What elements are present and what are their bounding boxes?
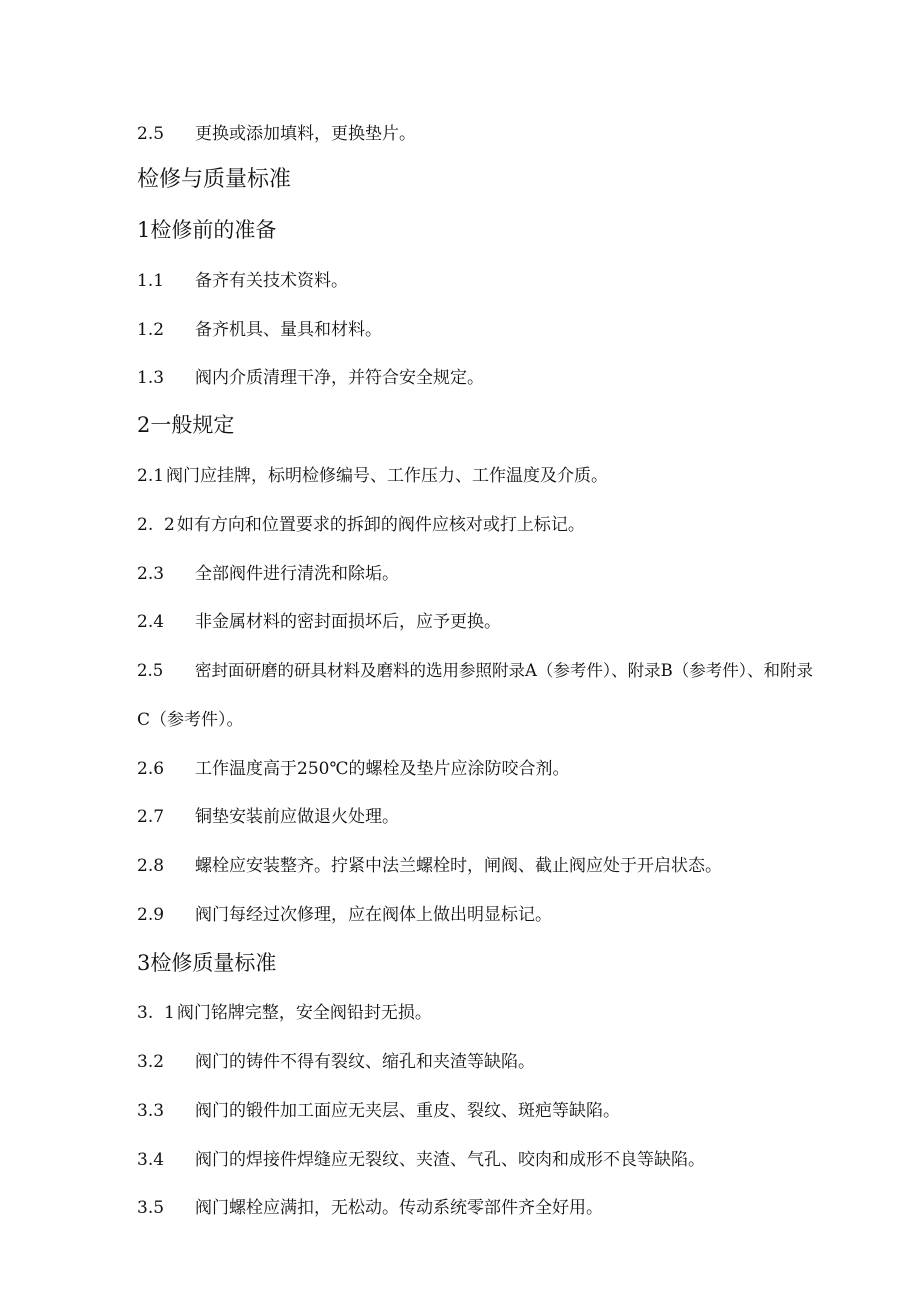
item-number: 3.4 — [137, 1150, 165, 1170]
item-text: C（参考件）。 — [137, 710, 244, 730]
list-item — [137, 757, 569, 781]
item-number: 2.5 — [137, 661, 164, 680]
item-text: 铜垫安装前应做退火处理。 — [195, 807, 399, 827]
item-number: 2.5 — [137, 124, 165, 144]
item-number: 2. 2 — [137, 515, 175, 535]
item-text: 工作温度高于250℃的螺栓及垫片应涂防咬合剂。 — [195, 759, 570, 779]
list-item — [137, 318, 382, 342]
item-text: 阀门铭牌完整，安全阀铅封无损。 — [176, 1003, 432, 1023]
item-text: 非金属材料的密封面损坏后，应予更换。 — [195, 612, 501, 632]
item-text: 阀门螺栓应满扣，无松动。传动系统零部件齐全好用。 — [195, 1198, 603, 1218]
list-item — [137, 659, 813, 683]
item-text: 备齐机具、量具和材料。 — [195, 320, 382, 340]
item-number: 3.2 — [137, 1052, 165, 1072]
item-text: 螺栓应安装整齐。拧紧中法兰螺栓时，闸阀、截止阀应处于开启状态。 — [195, 856, 722, 876]
list-item — [137, 122, 416, 146]
item-number: 2.4 — [137, 612, 165, 632]
list-item — [137, 269, 348, 293]
list-item — [137, 513, 585, 537]
item-text: 备齐有关技术资料。 — [195, 271, 348, 291]
list-item-continuation — [137, 708, 244, 732]
item-number: 3.3 — [137, 1101, 165, 1121]
list-item — [137, 805, 399, 829]
list-item — [137, 610, 501, 634]
list-item — [137, 464, 608, 488]
item-number: 1.2 — [137, 320, 165, 340]
item-text: 阀门每经过次修理，应在阀体上做出明显标记。 — [195, 905, 552, 925]
item-number: 1.3 — [137, 368, 165, 388]
item-text: 密封面研磨的研具材料及磨料的选用参照附录A（参考件）、附录B（参考件）、和附录 — [195, 661, 814, 680]
item-number: 2.3 — [137, 564, 165, 584]
main-title: 检修与质量标准 — [137, 167, 292, 192]
item-number: 2.9 — [137, 905, 165, 925]
item-number: 2.8 — [137, 856, 165, 876]
item-text: 更换或添加填料，更换垫片。 — [195, 124, 416, 144]
item-text: 全部阀件进行清洗和除垢。 — [195, 564, 399, 584]
section-title: 1检修前的准备 — [137, 218, 277, 242]
item-number: 1.1 — [137, 271, 165, 291]
section-title: 3检修质量标准 — [137, 951, 277, 975]
item-number: 3. 1 — [137, 1003, 175, 1023]
item-number: 2.7 — [137, 807, 165, 827]
item-text: 阀门的锻件加工面应无夹层、重皮、裂纹、斑疤等缺陷。 — [195, 1101, 620, 1121]
item-text: 阀门应挂牌，标明检修编号、工作压力、工作温度及介质。 — [166, 466, 609, 486]
item-text: 阀内介质清理干净，并符合安全规定。 — [195, 368, 484, 388]
item-text: 阀门的铸件不得有裂纹、缩孔和夹渣等缺陷。 — [195, 1052, 535, 1072]
section-title: 2一般规定 — [137, 413, 235, 437]
item-number: 2.1 — [137, 466, 165, 486]
item-text: 如有方向和位置要求的拆卸的阀件应核对或打上标记。 — [176, 515, 585, 535]
list-item — [137, 1099, 620, 1123]
item-number: 2.6 — [137, 759, 165, 779]
list-item — [137, 1148, 705, 1172]
list-item — [137, 1001, 432, 1025]
list-item — [137, 1196, 603, 1220]
list-item — [137, 366, 484, 390]
list-item — [137, 1050, 535, 1074]
list-item — [137, 562, 399, 586]
item-number: 3.5 — [137, 1198, 165, 1218]
item-text: 阀门的焊接件焊缝应无裂纹、夹渣、气孔、咬肉和成形不良等缺陷。 — [195, 1150, 705, 1170]
list-item — [137, 903, 552, 927]
list-item — [137, 854, 722, 878]
